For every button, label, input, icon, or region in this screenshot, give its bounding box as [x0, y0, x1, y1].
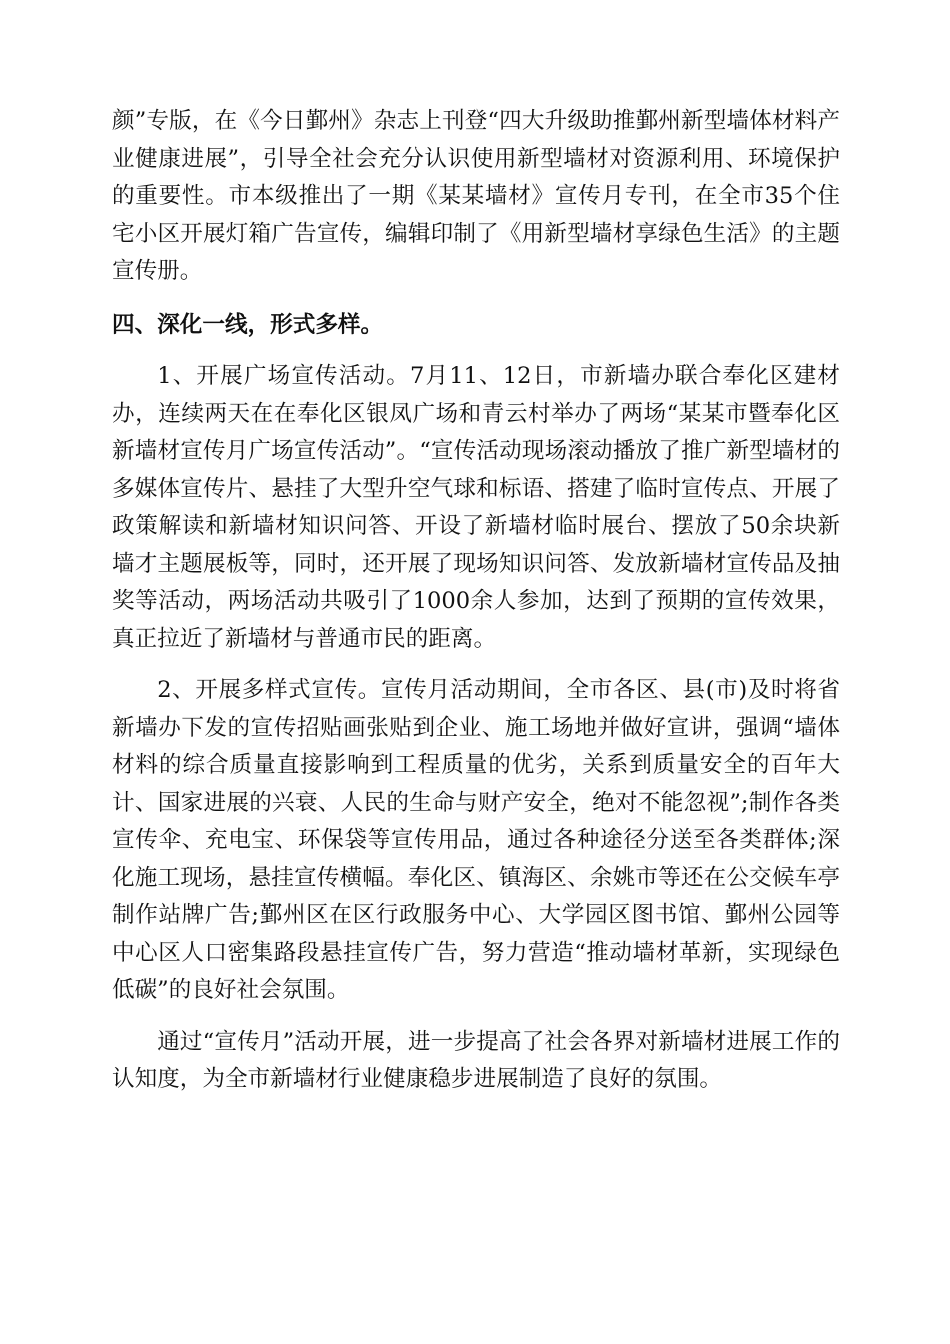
paragraph-continued: 颜”专版，在《今日鄞州》杂志上刊登“四大升级助推鄞州新型墙体材料产业健康进展”，引导全社会充分认识使用新型墙材对资源利用、环境保护的重要性。市本级推出了一期《某某墙材》宣传月专刊，在全市35个住宅小区开展灯箱广告宣传，编辑印制了《用新型墙材享绿色生活》的主题宣传册。	[112, 108, 840, 284]
paragraph-square-activity: 1、开展广场宣传活动。7月11、12日，市新墙办联合奉化区建材办，连续两天在在奉化区银凤广场和青云村举办了两场“某某市暨奉化区新墙材宣传月广场宣传活动”。“宣传活动现场滚动播放了推广新型墙材的多媒体宣传片、悬挂了大型升空气球和标语、搭建了临时宣传点、开展了政策解读和新墙材知识问答、开设了新墙材临时展台、摆放了50余块新墙才主题展板等，同时，还开展了现场知识问答、发放新墙材宣传品及抽奖等活动，两场活动共吸引了1000余人参加，达到了预期的宣传效果，真正拉近了新墙材与普通市民的距离。	[112, 363, 840, 652]
paragraph-conclusion: 通过“宣传月”活动开展，进一步提高了社会各界对新墙材进展工作的认知度，为全市新墙材行业健康稳步进展制造了良好的氛围。	[112, 1028, 840, 1092]
paragraph-diverse-publicity: 2、开展多样式宣传。宣传月活动期间，全市各区、县(市)及时将省新墙办下发的宣传招贴画张贴到企业、施工场地并做好宣讲，强调“墙体材料的综合质量直接影响到工程质量的优劣，关系到质量安全的百年大计、国家进展的兴衰、人民的生命与财产安全，绝对不能忽视”;制作各类宣传伞、充电宝、环保袋等宣传用品，通过各种途径分送至各类群体;深化施工现场，悬挂宣传横幅。奉化区、镇海区、余姚市等还在公交候车亭制作站牌广告;鄞州区在区行政服务中心、大学园区图书馆、鄞州公园等中心区人口密集路段悬挂宣传广告，努力营造“推动墙材革新，实现绿色低碳”的良好社会氛围。	[112, 677, 840, 1003]
section-heading-4: 四、深化一线，形式多样。	[112, 311, 384, 338]
